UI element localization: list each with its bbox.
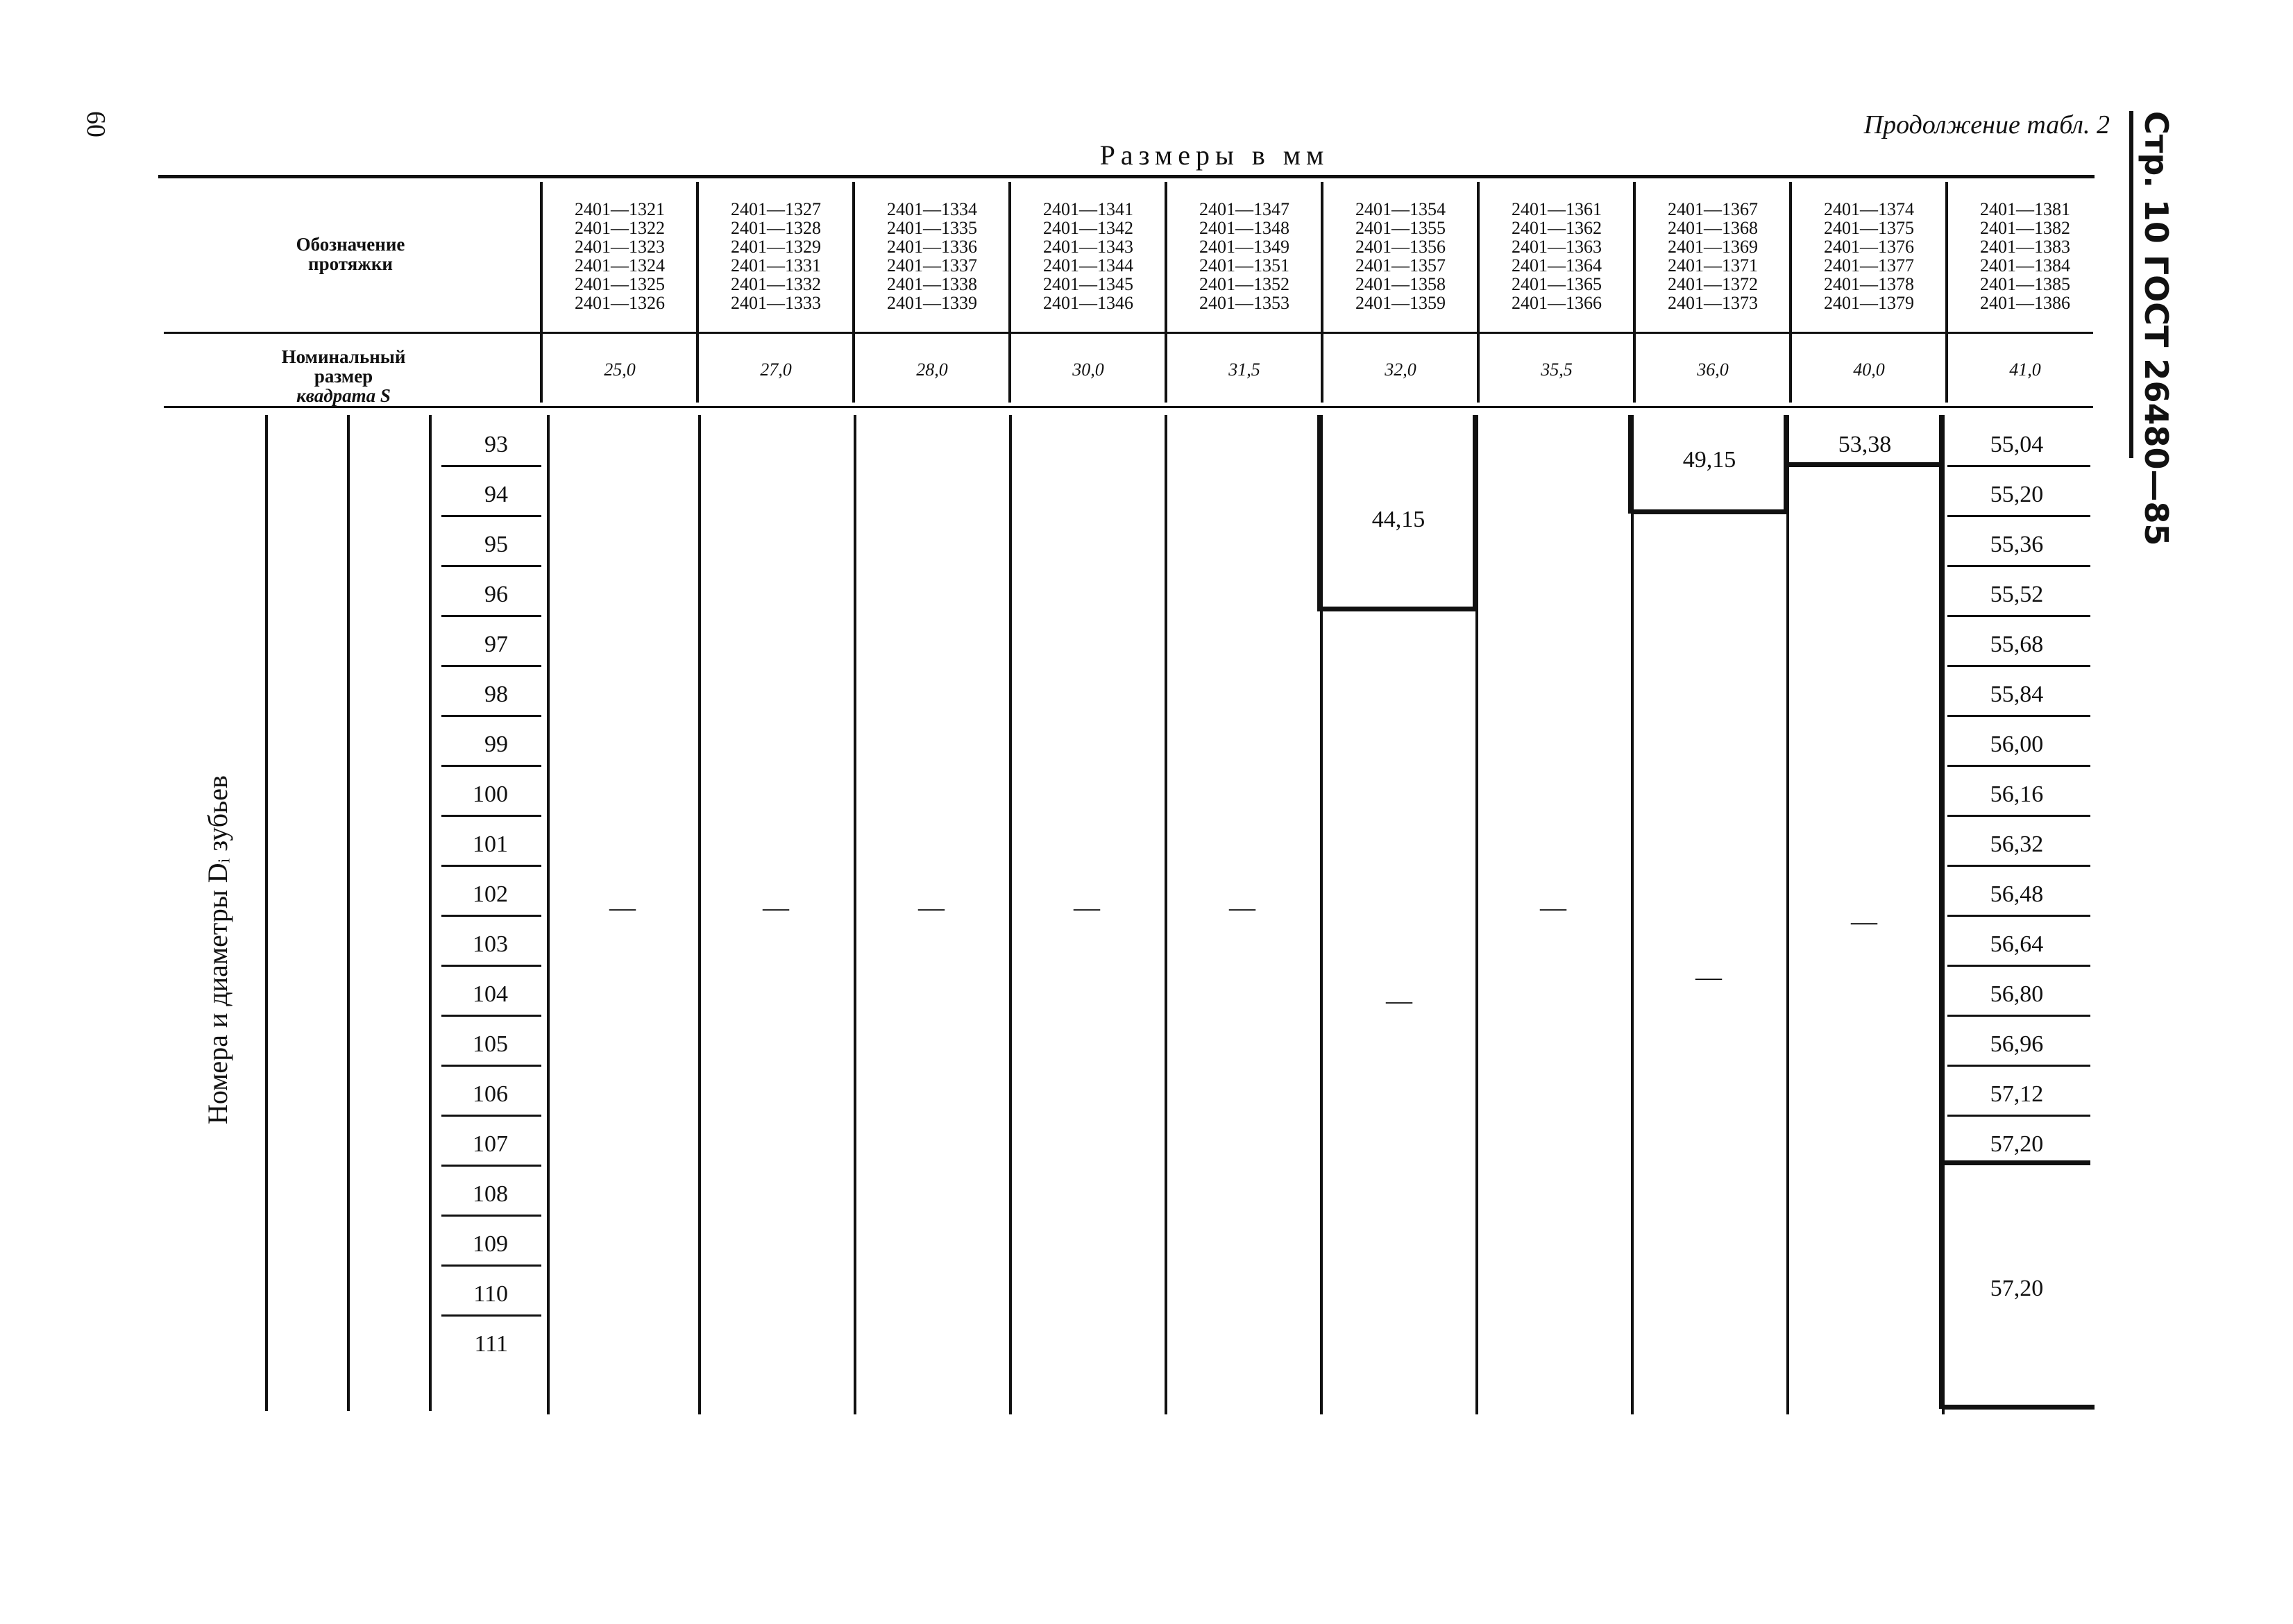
code: 2401—1323 [575, 237, 665, 257]
column-nominal: 30,0 [1072, 360, 1104, 380]
code: 2401—1324 [575, 255, 665, 276]
header-separator [1008, 182, 1011, 403]
dash-cell: — [1851, 907, 1877, 936]
continuation-note: Продолжение табл. 2 [1863, 110, 2110, 139]
column-nominal: 31,5 [1228, 360, 1260, 380]
col10-value: 55,68 [1990, 632, 2044, 657]
col10-underline [1947, 765, 2090, 767]
code: 2401—1368 [1668, 218, 1758, 238]
body-separator [547, 415, 550, 1414]
code: 2401—1322 [575, 218, 665, 238]
header-mid-rule [164, 332, 2093, 334]
tooth-number: 111 [474, 1331, 508, 1357]
code: 2401—1334 [887, 199, 977, 219]
col8-value: 49,15 [1682, 447, 1736, 473]
col10-value: 56,00 [1990, 731, 2044, 757]
tooth-number: 101 [473, 831, 508, 857]
col10-underline [1947, 915, 2090, 917]
code: 2401—1335 [887, 218, 977, 238]
tooth-number-underline [441, 815, 541, 817]
dash-cell: — [918, 893, 945, 922]
col10-value: 55,36 [1990, 532, 2044, 557]
header-separator [1789, 182, 1792, 403]
code: 2401—1356 [1355, 237, 1446, 257]
column-codes [1949, 200, 2101, 312]
tooth-number: 94 [484, 482, 508, 507]
code: 2401—1359 [1355, 293, 1446, 313]
column-nominal: 25,0 [604, 360, 636, 380]
tooth-number: 99 [484, 731, 508, 757]
column-nominal: 27,0 [760, 360, 792, 380]
body-line [265, 415, 268, 1411]
tooth-number-underline [441, 915, 541, 917]
tooth-number-underline [441, 765, 541, 767]
code: 2401—1342 [1043, 218, 1133, 238]
header-separator [852, 182, 855, 403]
col10-value: 55,52 [1990, 582, 2044, 607]
code: 2401—1327 [731, 199, 821, 219]
code: 2401—1373 [1668, 293, 1758, 313]
tooth-number-underline [441, 565, 541, 567]
col10-underline [1947, 965, 2090, 967]
code: 2401—1386 [1980, 293, 2070, 313]
code: 2401—1341 [1043, 199, 1133, 219]
column-codes [1636, 200, 1789, 312]
code: 2401—1364 [1512, 255, 1602, 276]
code: 2401—1325 [575, 274, 665, 294]
col6-value: 44,15 [1371, 507, 1425, 532]
code: 2401—1343 [1043, 237, 1133, 257]
col10-underline [1947, 1115, 2090, 1117]
code: 2401—1331 [731, 255, 821, 276]
code: 2401—1351 [1199, 255, 1289, 276]
col10-value: 56,48 [1990, 881, 2044, 907]
dash-cell: — [1695, 963, 1722, 992]
code: 2401—1371 [1668, 255, 1758, 276]
col10-box-left [1939, 415, 1944, 1409]
code: 2401—1378 [1824, 274, 1914, 294]
header-separator [696, 182, 699, 403]
tooth-number-underline [441, 1065, 541, 1067]
col10-value: 56,64 [1990, 931, 2044, 957]
body-line [347, 415, 350, 1411]
code: 2401—1366 [1512, 293, 1602, 313]
body-separator [1009, 415, 1012, 1414]
column-codes [1793, 200, 1945, 312]
dash-cell: — [1386, 986, 1412, 1015]
header-separator [1321, 182, 1323, 403]
col10-value: 56,96 [1990, 1031, 2044, 1057]
code: 2401—1385 [1980, 274, 2070, 294]
code: 2401—1367 [1668, 199, 1758, 219]
col9-value: 53,38 [1838, 432, 1892, 457]
code: 2401—1374 [1824, 199, 1914, 219]
tooth-number: 105 [473, 1031, 508, 1057]
code: 2401—1321 [575, 199, 665, 219]
column-codes [543, 200, 696, 312]
tooth-number-underline [441, 515, 541, 517]
code: 2401—1352 [1199, 274, 1289, 294]
code: 2401—1365 [1512, 274, 1602, 294]
code: 2401—1375 [1824, 218, 1914, 238]
header-bottom-rule [164, 406, 2093, 408]
header-separator [540, 182, 543, 403]
col10-underline [1947, 715, 2090, 717]
tooth-number-underline [441, 865, 541, 867]
body-separator [854, 415, 856, 1414]
code: 2401—1326 [575, 293, 665, 313]
vertical-row-label: Номера и диаметры Dᵢ зубьев [202, 775, 233, 1124]
nominal-label-line: квадрата S [296, 385, 391, 406]
tooth-number-underline [441, 965, 541, 967]
page-number: 60 [81, 111, 110, 137]
col10-bottom-rule [1942, 1405, 2095, 1410]
code: 2401—1354 [1355, 199, 1446, 219]
units-caption: Размеры в мм [1099, 139, 1330, 171]
col10-value: 56,32 [1990, 831, 2044, 857]
tooth-number-underline [441, 665, 541, 667]
body-separator [1165, 415, 1167, 1414]
body-separator [1786, 415, 1789, 1414]
col10-step-rule [1942, 1160, 2090, 1165]
column-nominal: 41,0 [2009, 360, 2041, 380]
code: 2401—1355 [1355, 218, 1446, 238]
code: 2401—1337 [887, 255, 977, 276]
code: 2401—1362 [1512, 218, 1602, 238]
col6-box-bottom [1317, 607, 1477, 611]
col10-underline [1947, 665, 2090, 667]
tooth-number: 104 [473, 981, 508, 1007]
code: 2401—1339 [887, 293, 977, 313]
code: 2401—1333 [731, 293, 821, 313]
col6-box-left [1317, 415, 1322, 611]
col10-value: 55,04 [1990, 432, 2044, 457]
tooth-number: 109 [473, 1231, 508, 1257]
tooth-number-underline [441, 1115, 541, 1117]
tooth-number: 110 [473, 1281, 508, 1307]
header-separator [1165, 182, 1167, 403]
nominal-label [250, 347, 437, 405]
col10-underline [1947, 1015, 2090, 1017]
tooth-number: 103 [473, 931, 508, 957]
dash-cell: — [1074, 893, 1100, 922]
tooth-number-underline [441, 1264, 541, 1267]
code: 2401—1344 [1043, 255, 1133, 276]
header-separator [1477, 182, 1480, 403]
col10-value: 57,20 [1990, 1131, 2044, 1157]
tooth-number-underline [441, 1215, 541, 1217]
code: 2401—1332 [731, 274, 821, 294]
nominal-label-line: Номинальный [281, 346, 406, 367]
tooth-number: 107 [473, 1131, 508, 1157]
code: 2401—1345 [1043, 274, 1133, 294]
col10-underline [1947, 1065, 2090, 1067]
dash-cell: — [1229, 893, 1255, 922]
column-nominal: 28,0 [916, 360, 948, 380]
col9-box-bottom [1786, 462, 1942, 467]
col10-value: 55,84 [1990, 682, 2044, 707]
designation-label: Обозначение протяжки [296, 234, 405, 274]
body-separator [1631, 415, 1634, 1414]
dash-cell: — [609, 893, 636, 922]
tooth-number: 95 [484, 532, 508, 557]
tooth-number-underline [441, 1165, 541, 1167]
tooth-number: 102 [473, 881, 508, 907]
col10-underline [1947, 865, 2090, 867]
tooth-number: 100 [473, 781, 508, 807]
tooth-number: 97 [484, 632, 508, 657]
col6-box-right [1473, 415, 1478, 611]
tooth-number-underline [441, 1015, 541, 1017]
column-nominal: 40,0 [1853, 360, 1885, 380]
code: 2401—1383 [1980, 237, 2070, 257]
dash-cell: — [1540, 893, 1566, 922]
column-nominal: 36,0 [1697, 360, 1729, 380]
tooth-number-underline [441, 1314, 541, 1317]
code: 2401—1377 [1824, 255, 1914, 276]
code: 2401—1347 [1199, 199, 1289, 219]
col10-value: 56,16 [1990, 781, 2044, 807]
code: 2401—1336 [887, 237, 977, 257]
header-separator [1633, 182, 1636, 403]
code: 2401—1357 [1355, 255, 1446, 276]
tooth-number: 96 [484, 582, 508, 607]
code: 2401—1376 [1824, 237, 1914, 257]
tooth-number: 106 [473, 1081, 508, 1107]
col8-box-bottom [1631, 509, 1788, 514]
dash-cell: — [763, 893, 789, 922]
tooth-number: 108 [473, 1181, 508, 1207]
tooth-number: 93 [484, 432, 508, 457]
col10-value: 57,12 [1990, 1081, 2044, 1107]
side-bar [2129, 111, 2133, 458]
code: 2401—1381 [1980, 199, 2070, 219]
column-codes [1168, 200, 1321, 312]
code: 2401—1363 [1512, 237, 1602, 257]
column-nominal: 32,0 [1385, 360, 1416, 380]
body-separator [698, 415, 701, 1414]
code: 2401—1372 [1668, 274, 1758, 294]
code: 2401—1379 [1824, 293, 1914, 313]
col10-underline [1947, 815, 2090, 817]
code: 2401—1328 [731, 218, 821, 238]
code: 2401—1329 [731, 237, 821, 257]
col10-value: 56,80 [1990, 981, 2044, 1007]
code: 2401—1384 [1980, 255, 2070, 276]
col8-box-left [1628, 415, 1633, 514]
code: 2401—1349 [1199, 237, 1289, 257]
tooth-number-underline [441, 465, 541, 467]
side-header: Стр. 10 ГОСТ 26480—85 [2138, 111, 2175, 546]
top-rule [158, 175, 2095, 178]
col10-underline [1947, 465, 2090, 467]
nominal-label-line: размер [314, 366, 373, 387]
col10-tail-value: 57,20 [1990, 1276, 2044, 1301]
code: 2401—1338 [887, 274, 977, 294]
column-codes [856, 200, 1008, 312]
col10-underline [1947, 565, 2090, 567]
tooth-number: 98 [484, 682, 508, 707]
column-codes [1324, 200, 1477, 312]
column-nominal: 35,5 [1541, 360, 1573, 380]
header-separator [1945, 182, 1948, 403]
code: 2401—1382 [1980, 218, 2070, 238]
code: 2401—1353 [1199, 293, 1289, 313]
code: 2401—1369 [1668, 237, 1758, 257]
col10-underline [1947, 515, 2090, 517]
tooth-number-underline [441, 715, 541, 717]
column-codes [1480, 200, 1633, 312]
code: 2401—1358 [1355, 274, 1446, 294]
body-line [429, 415, 432, 1411]
col10-value: 55,20 [1990, 482, 2044, 507]
code: 2401—1348 [1199, 218, 1289, 238]
tooth-number-underline [441, 615, 541, 617]
column-codes [1012, 200, 1165, 312]
code: 2401—1346 [1043, 293, 1133, 313]
col10-underline [1947, 615, 2090, 617]
column-codes [700, 200, 852, 312]
code: 2401—1361 [1512, 199, 1602, 219]
